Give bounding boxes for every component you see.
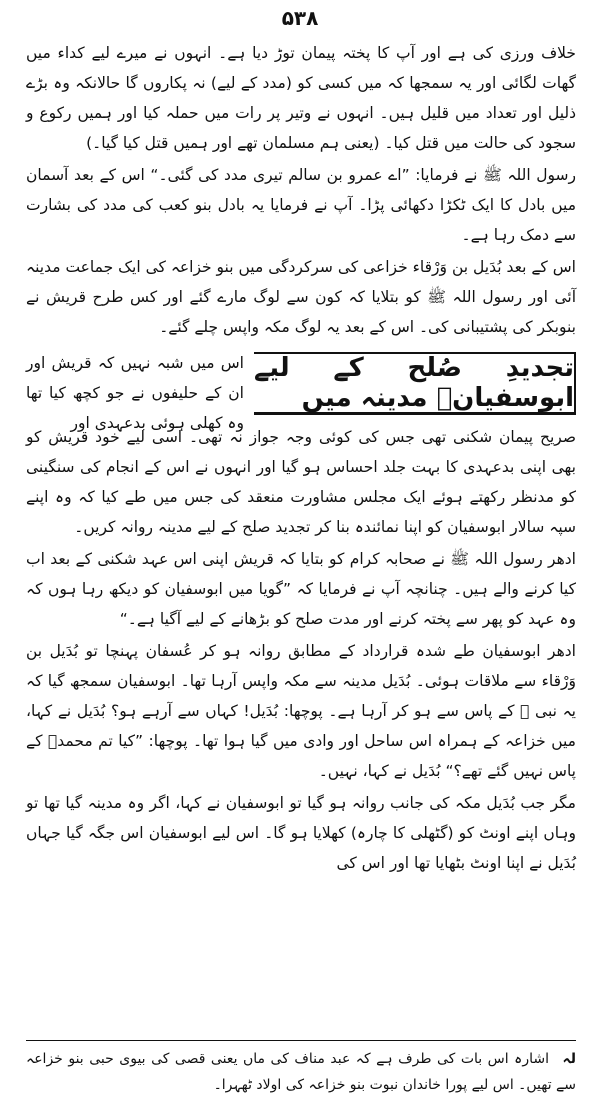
section-side-text: اس میں شبہ نہیں کہ قریش اور ان کے حلیفوں نے جو کچھ کیا تھا وہ کھلی ہوئی بدعہدی اور xyxy=(26,354,244,432)
footnote-text: اشارہ اس بات کی طرف ہے کہ عبد مناف کی ماں یعنی قصی کی بیوی حبی بنو خزاعہ سے تھیں۔ اس لیے پورا خاندان نبوت بنو خزاعہ کی اولاد ٹھہرا۔ xyxy=(26,1051,576,1093)
paragraph: رسول اللہ ﷺ نے فرمایا: ”اے عمرو بن سالم تیری مدد کی گئی۔“ اس کے بعد آسمان میں بادل کا ایک ٹکڑا دکھائی پڑا۔ آپ نے فرمایا یہ بادل بنو کعب کی مدد کی بشارت سے دمک رہا ہے۔ xyxy=(26,166,576,244)
paragraph: خلاف ورزی کی ہے اور آپ کا پختہ پیمان توڑ دیا ہے۔ انہوں نے میرے لیے کداء میں گھات لگائی اور یہ سمجھا کہ میں کسی کو (مدد کے لیے) نہ پکاروں گا حالانکہ وہ بڑے ذلیل اور تعداد میں قلیل ہیں۔ انہوں نے وتیر پر رات میں حملہ کیا اور ہمیں رکوع و سجود کی حالت میں قتل کیا۔ (یعنی ہم مسلمان تھے اور ہمیں قتل کیا گیا۔) xyxy=(26,44,576,152)
page-body xyxy=(26,38,576,880)
paragraph: صریح پیمان شکنی تھی جس کی کوئی وجہ جواز نہ تھی۔ اسی لیے خود قریش کو بھی اپنی بدعہدی کا بہت جلد احساس ہو گیا اور انہوں نے اس کے انجام کی سنگینی کو مدنظر رکھتے ہوئے ایک مجلس مشاورت منعقد کی جس میں طے کیا کہ وہ اپنے سپہ سالار ابوسفیان کو اپنا نمائندہ بنا کر تجدید صلح کے لیے مدینہ روانہ کریں۔ xyxy=(26,428,576,536)
section-heading: تجدیدِ صُلح کے لیے ابوسفیانؓ مدینہ میں xyxy=(254,353,574,413)
section-block xyxy=(26,348,576,432)
footnote-divider xyxy=(26,1040,576,1041)
page-number: ۵۳۸ xyxy=(281,6,319,30)
paragraph: ادھر ابوسفیان طے شدہ قرارداد کے مطابق روانہ ہو کر عُسفان پہنچا تو بُدَیل بن وَرْقاء سے ملاقات ہوئی۔ بُدَیل مدینہ سے مکہ واپس آرہا تھا۔ ابوسفیان سمجھ گیا کہ یہ نبی ﷺ کے پاس سے ہو کر آرہا ہے۔ پوچھا: بُدَیل! کہاں سے آرہے ہو؟ بُدَیل نے کہا، میں خزاعہ کے ہمراہ اس ساحل اور وادی میں گیا ہوا تھا۔ پوچھا: ”کیا تم محمدؐ کے پاس نہیں گئے تھے؟“ بُدَیل نے کہا، نہیں۔ xyxy=(26,642,576,780)
paragraph: مگر جب بُدَیل مکہ کی جانب روانہ ہو گیا تو ابوسفیان نے کہا، اگر وہ مدینہ گیا تھا تو وہاں اپنے اونٹ کو (گٹھلی کا چارہ) کھلایا ہو گا۔ اس لیے ابوسفیان اس جگہ گیا جہاں بُدَیل نے اپنا اونٹ بٹھایا تھا اور اس کی xyxy=(26,794,576,872)
footnote-mark: لہ xyxy=(562,1051,576,1067)
paragraph: ادھر رسول اللہ ﷺ نے صحابہ کرام کو بتایا کہ قریش اپنی اس عہد شکنی کے بعد اب کیا کرنے والے ہیں۔ چنانچہ آپ نے فرمایا کہ ”گویا میں ابوسفیان کو دیکھ رہا ہوں کہ وہ عہد کو پھر سے پختہ کرنے اور مدت صلح کو بڑھانے کے لیے آگیا ہے۔“ xyxy=(26,550,576,628)
footnote xyxy=(26,1046,576,1098)
paragraph: اس کے بعد بُدَیل بن وَرْقاء خزاعی کی سرکردگی میں بنو خزاعہ کی ایک جماعت مدینہ آئی اور رسول اللہ ﷺ کو بتلایا کہ کون سے لوگ مارے گئے اور کس طرح قریش نے بنوبکر کی پشتیبانی کی۔ اس کے بعد یہ لوگ مکہ واپس چلے گئے۔ xyxy=(26,258,576,336)
